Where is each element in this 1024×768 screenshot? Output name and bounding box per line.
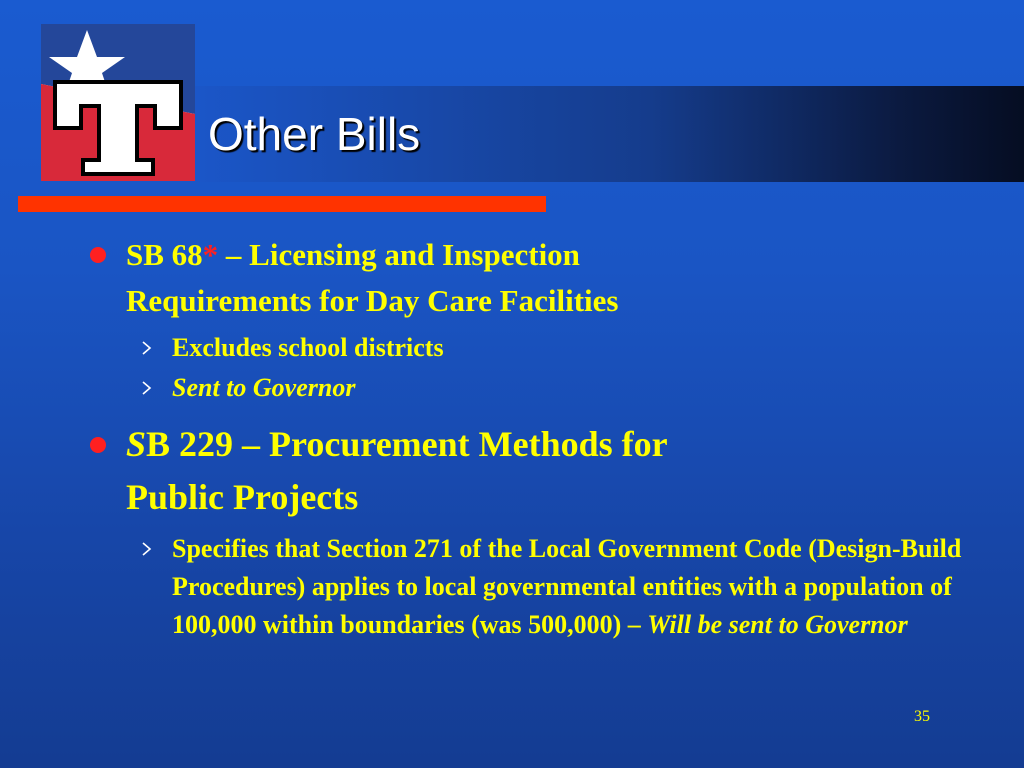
arrow-bullet-icon xyxy=(140,368,154,408)
slide-title: Other Bills xyxy=(208,108,421,160)
bullet-sb68-line1 xyxy=(126,232,970,278)
subitem-excludes xyxy=(90,328,970,368)
red-dot-bullet-icon xyxy=(90,437,106,453)
arrow-bullet-icon xyxy=(140,328,154,368)
red-dot-bullet-icon xyxy=(90,247,106,263)
title-underline-bar xyxy=(18,196,546,212)
bullet-sb229 xyxy=(90,418,970,524)
subitem-text: Sent to Governor xyxy=(172,373,356,402)
subitem-text: Specifies that Section 271 of the Local Government Code (Design-Build Procedures) applies to local governmental entities with a population of 100,000 within boundaries (was 500,000) – xyxy=(172,534,962,639)
texas-t-logo xyxy=(41,24,195,181)
asterisk-mark: * xyxy=(202,237,219,272)
bullet-sb68-line2: Requirements for Day Care Facilities xyxy=(126,283,619,318)
subitem-sent xyxy=(90,368,970,408)
arrow-bullet-icon xyxy=(140,530,154,568)
bill-description: – Procurement Methods for xyxy=(233,424,668,464)
bullet-sb68 xyxy=(90,232,970,324)
bill-number: SB 68 xyxy=(126,237,203,272)
bullet-sb229-line1 xyxy=(126,418,970,471)
page-number: 35 xyxy=(914,708,930,725)
subitem-text: Excludes school districts xyxy=(172,333,444,362)
bill-number-prefix: S xyxy=(126,424,147,464)
bill-description: – Licensing and Inspection xyxy=(218,237,580,272)
subitem-specifies xyxy=(90,530,970,644)
bullet-sb229-line2: Public Projects xyxy=(126,477,359,517)
subitem-emphasis: Will be sent to Governor xyxy=(647,610,908,639)
bill-number: B 229 xyxy=(146,424,234,464)
slide-body xyxy=(90,232,970,644)
